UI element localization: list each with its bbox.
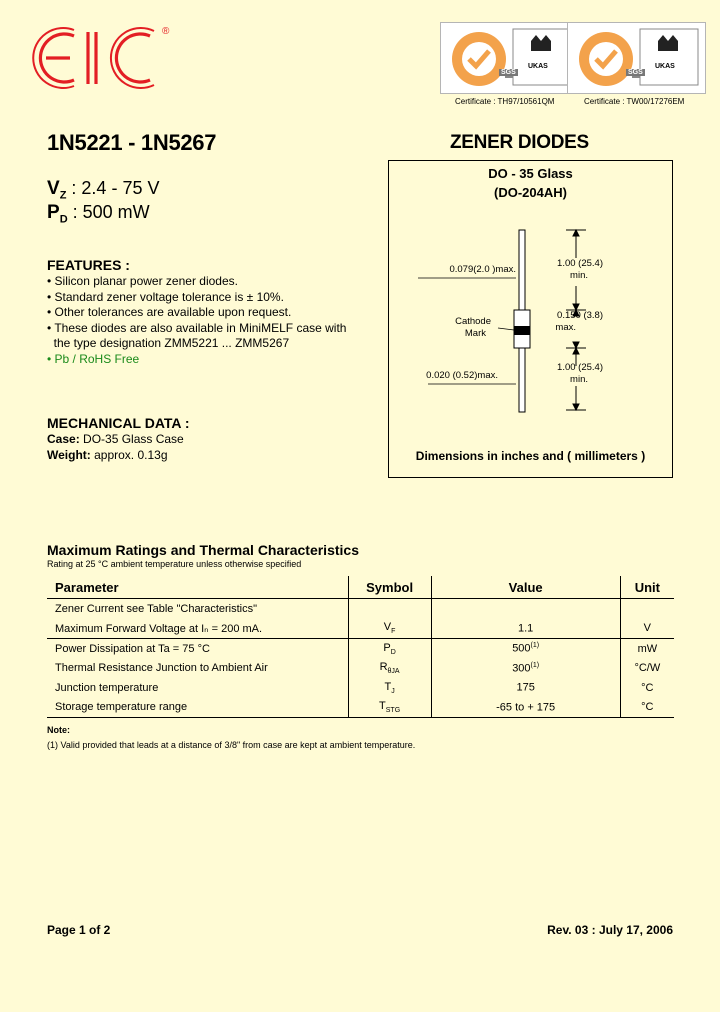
table-row: Junction temperature $T_J$ 175 °C	[47, 678, 674, 698]
mechanical-heading: MECHANICAL DATA :	[47, 415, 190, 431]
table-row: Storage temperature range $T_{STG}$ -65 to + 175 °C	[47, 698, 674, 718]
list-item: • Silicon planar power zener diodes.	[47, 274, 238, 288]
table-row: Maximum Forward Voltage at Iₙ = 200 mA. $V_F$ 1.1 V	[47, 619, 674, 639]
dim-lead-diameter: 0.079(2.0 )max.	[449, 264, 516, 275]
table-row: Zener Current see Table "Characteristics"	[47, 599, 674, 619]
package-name: DO - 35 Glass	[488, 166, 573, 181]
registered-mark: ®	[162, 26, 170, 37]
table-header-row	[47, 576, 674, 599]
list-item: • Standard zener voltage tolerance is ± 10%.	[47, 289, 284, 304]
dim-body-length: 0.150 (3.8)	[557, 310, 603, 321]
revision-date: Rev. 03 : July 17, 2006	[547, 923, 673, 937]
ratings-table	[47, 576, 674, 718]
ukas-mark: UKAS	[528, 63, 548, 70]
note-item: (1) Valid provided that leads at a distance of 3/8" from case are kept at ambient temperature.	[47, 740, 416, 750]
note-heading: Note:	[47, 725, 70, 735]
certificate-badge-em	[567, 22, 706, 94]
list-item: the type designation ZMM5221 ... ZMM5267	[47, 336, 290, 351]
certificate-label-em: Certificate : TW00/17276EM	[584, 97, 685, 106]
dim-lead-length-bottom-min: min.	[570, 374, 588, 385]
table-row: Power Dissipation at Ta = 75 °C $P_D$ 500$^{(1)}$ mW	[47, 639, 674, 659]
features-heading: FEATURES :	[47, 257, 130, 273]
spec-pd: $P_D$ : 500 mW	[47, 202, 150, 226]
ukas-mark: UKAS	[655, 63, 675, 70]
dim-lead-length-top: 1.00 (25.4)	[557, 258, 603, 269]
page-number: Page 1 of 2	[47, 923, 111, 937]
spec-vz: $V_Z$ : 2.4 - 75 V	[47, 178, 160, 202]
cathode-mark-label: Mark	[464, 328, 486, 339]
list-item: • Other tolerances are available upon request.	[47, 305, 292, 320]
mechanical-weight: Weight: approx. 0.13g	[47, 448, 168, 462]
header-unit: Unit	[620, 576, 674, 599]
list-item: • These diodes are also available in MiniMELF case with	[47, 320, 347, 335]
dimensions-note: Dimensions in inches and ( millimeters )	[415, 449, 646, 463]
table-row: Thermal Resistance Junction to Ambient Air $R_{\theta JA}$ 300$^{(1)}$ °C/W	[47, 659, 674, 679]
ratings-title: Maximum Ratings and Thermal Characteristics	[47, 542, 359, 558]
part-range-title: 1N5221 - 1N5267	[47, 130, 217, 155]
certification-seal-icon	[441, 23, 578, 93]
header-parameter: Parameter	[47, 576, 348, 599]
header-value: Value	[431, 576, 620, 599]
certificate-badge-qm	[440, 22, 579, 94]
list-item-rohs: • Pb / RoHS Free	[47, 351, 140, 366]
dim-body-diameter: 0.020 (0.52)max.	[426, 370, 498, 381]
dim-body-length-max: max.	[555, 322, 576, 333]
package-jedec: (DO-204AH)	[494, 185, 567, 200]
device-type-title: ZENER DIODES	[450, 132, 589, 153]
eic-logo	[30, 26, 180, 90]
mechanical-case: Case: DO-35 Glass Case	[47, 432, 184, 446]
certification-seal-icon	[568, 23, 705, 93]
dim-lead-length-bottom: 1.00 (25.4)	[557, 362, 603, 373]
ratings-subtitle: Rating at 25 °C ambient temperature unless otherwise specified	[47, 559, 302, 569]
sgs-mark: SGS	[628, 69, 643, 76]
certificate-label-qm: Certificate : TH97/10561QM	[455, 97, 555, 106]
cathode-label: Cathode	[455, 316, 491, 327]
features-list	[47, 274, 377, 368]
sgs-mark: SGS	[501, 69, 516, 76]
dim-lead-length-top-min: min.	[570, 270, 588, 281]
header-symbol: Symbol	[348, 576, 431, 599]
